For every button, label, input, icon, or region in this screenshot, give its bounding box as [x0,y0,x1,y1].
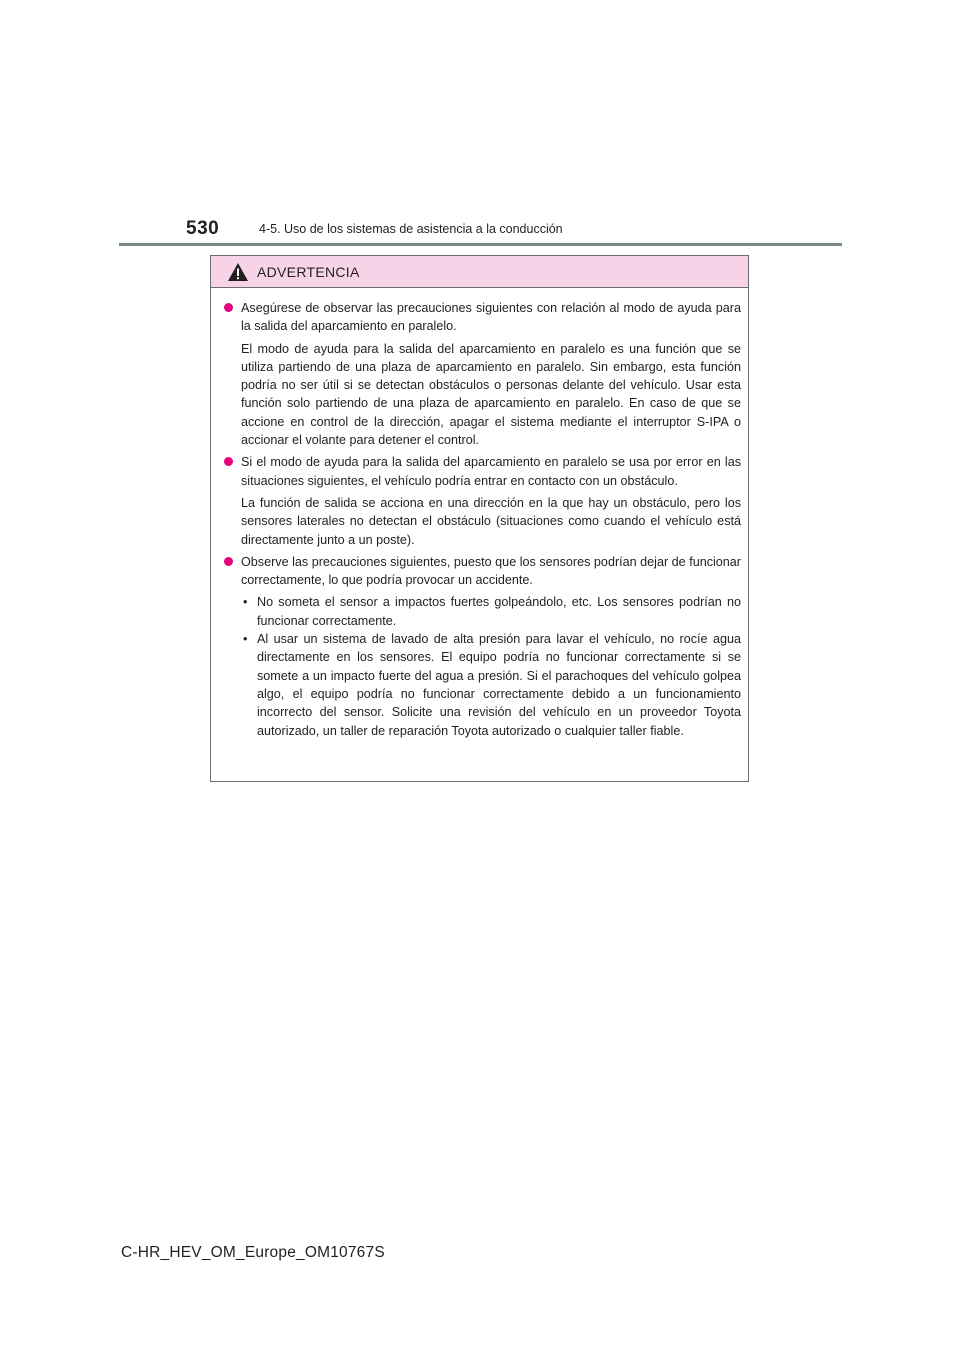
warning-header [211,256,748,288]
warning-paragraph: Asegúrese de observar las precauciones siguientes con relación al modo de ayuda para la salida del aparcamiento en paralelo. [241,301,741,334]
warning-label: ADVERTENCIA [257,263,360,280]
sub-bullet-icon: • [243,595,248,610]
sub-list-text: Al usar un sistema de lavado de alta presión para lavar el vehículo, no rocíe agua directamente en los sensores. El equipo podría no funcionar correctamente si se somete a un impacto fuerte del agua a presión. Si el parachoques del vehículo golpea algo, el equipo podría no funcionar correctamente debido a un funcionamiento incorrecto del sensor. Solicite una revisión del vehículo en un proveedor Toyota autorizado, un taller de reparación Toyota autorizado o cualquier taller fiable. [257,632,741,738]
footer-doc-code: C-HR_HEV_OM_Europe_OM10767S [121,1244,385,1261]
warning-triangle-icon [227,262,249,282]
sub-list [241,593,741,739]
section-title: 4-5. Uso de los sistemas de asistencia a la conducción [259,222,563,236]
sub-list-item [241,593,741,630]
bullet-circle-icon [224,303,233,312]
warning-paragraph: Observe las precauciones siguientes, puesto que los sensores podrían dejar de funcionar correctamente, lo que podría provocar un accidente. [241,554,741,588]
sub-list-item [241,630,741,740]
bullet-circle-icon [224,557,233,566]
sub-bullet-icon: • [243,632,248,647]
warning-paragraph: Si el modo de ayuda para la salida del aparcamiento en paralelo se usa por error en las situaciones siguientes, el vehículo podría entrar en contacto con un obstáculo. [241,455,741,488]
warning-paragraph: El modo de ayuda para la salida del aparcamiento en paralelo es una función que se utiliza partiendo de una plaza de aparcamiento en paralelo. Sin embargo, esta función podría no ser útil si se detectan obstáculos o personas delante del vehículo. Usar esta función solo partiendo de una plaza de aparcamiento en paralelo. En caso de que se accione en control de la dirección, apagar el sistema mediante el interruptor S-IPA o accionar el volante para detener el control. [241,341,741,448]
header-divider [119,243,842,246]
warning-item [224,299,741,449]
bullet-circle-icon [224,457,233,466]
warning-item [224,553,741,740]
warning-body [211,288,748,740]
sub-list-text: No someta el sensor a impactos fuertes golpeándolo, etc. Los sensores podrían no funcionar correctamente. [257,595,741,628]
warning-box [210,255,749,782]
warning-item [224,453,741,548]
warning-paragraph: La función de salida se acciona en una dirección en la que hay un obstáculo, pero los sensores laterales no detectan el obstáculo (situaciones como cuando el vehículo está directamente junto a un poste). [241,495,741,547]
page-number: 530 [186,218,220,239]
